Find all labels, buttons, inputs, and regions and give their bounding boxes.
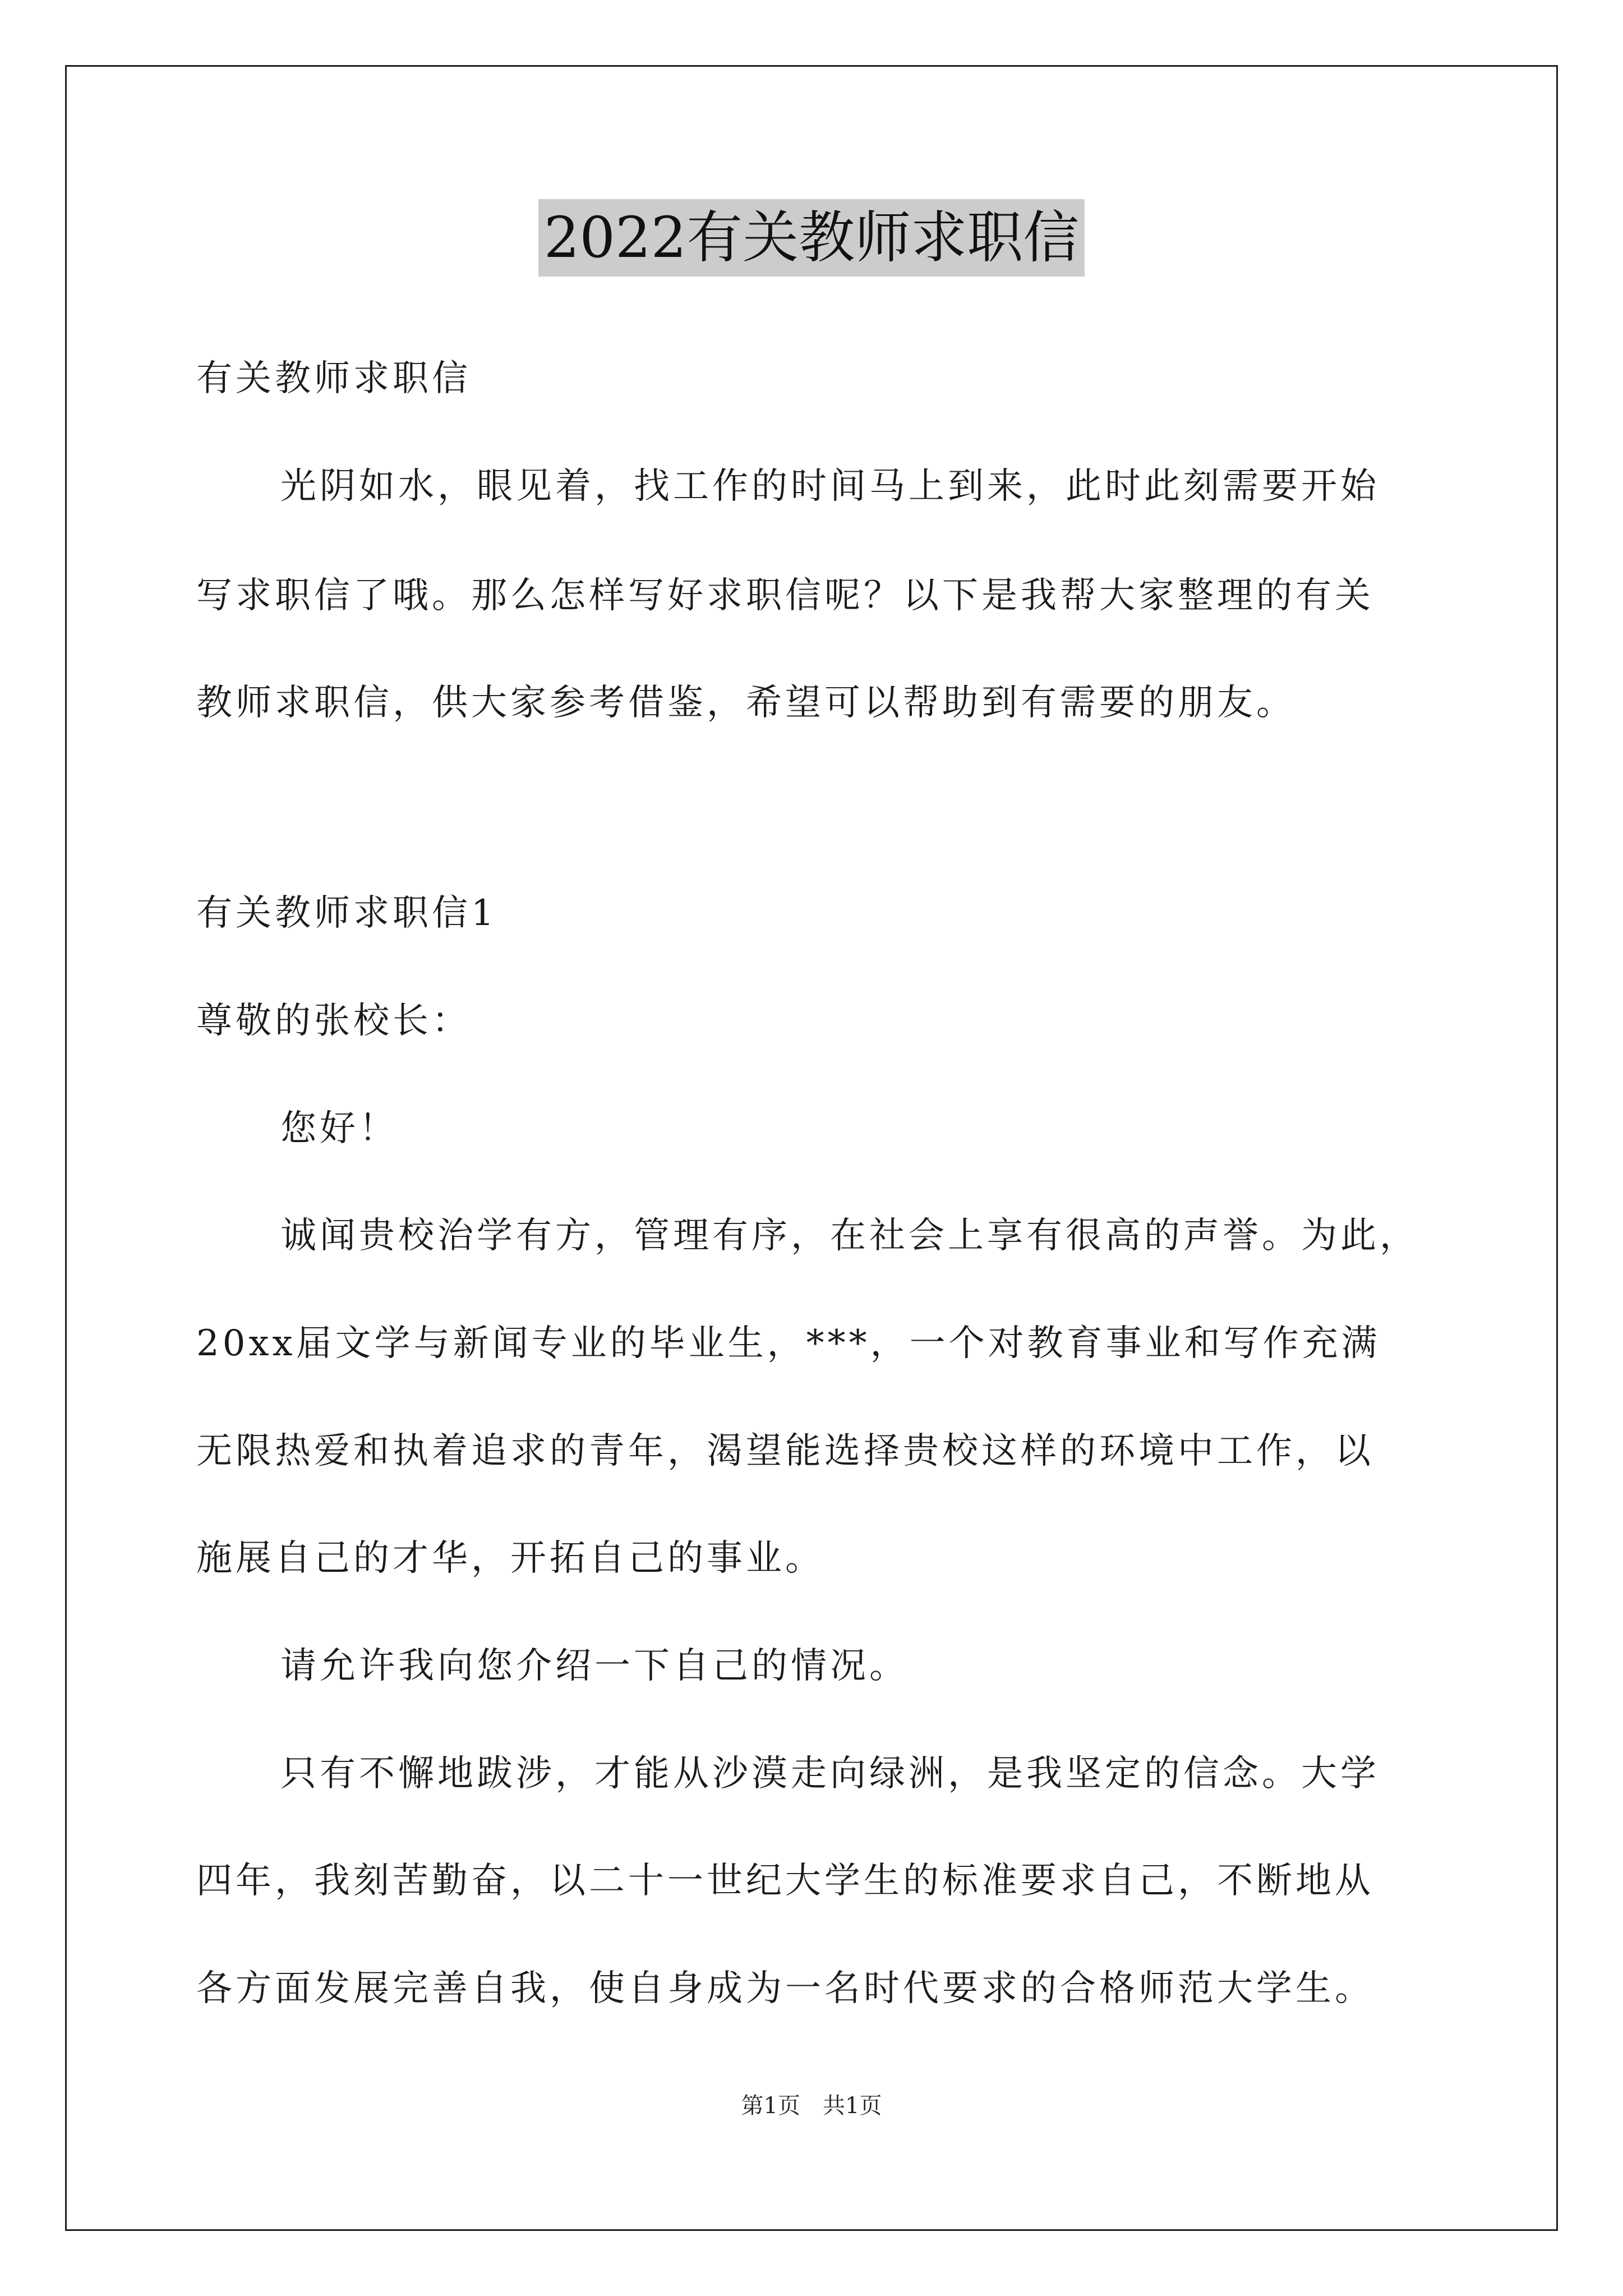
page-number: 第1页: [741, 2093, 800, 2119]
page-footer: [0, 2092, 1623, 2120]
body-line: 只有不懈地跋涉，才能从沙漠走向绿洲，是我坚定的信念。大学: [280, 1753, 1380, 1795]
greeting: 您好！: [280, 1108, 398, 1149]
body-line: 诚闻贵校治学有方，管理有序，在社会上享有很高的声誉。为此，: [280, 1215, 1419, 1257]
body-line: 请允许我向您介绍一下自己的情况。: [280, 1645, 909, 1687]
body-line: 四年，我刻苦勤奋，以二十一世纪大学生的标准要求自己，不断地从: [196, 1860, 1374, 1902]
salutation: 尊敬的张校长：: [196, 1000, 471, 1042]
intro-line: 写求职信了哦。那么怎样写好求职信呢？以下是我帮大家整理的有关: [196, 575, 1374, 616]
body-line: 无限热爱和执着追求的青年，渴望能选择贵校这样的环境中工作，以: [196, 1430, 1374, 1472]
section-heading: 有关教师求职信1: [196, 892, 497, 934]
body-line: 各方面发展完善自我，使自身成为一名时代要求的合格师范大学生。: [196, 1968, 1374, 2009]
doc-subtitle: 有关教师求职信: [196, 358, 471, 399]
body-line: 20xx届文学与新闻专业的毕业生，***，一个对教育事业和写作充满: [196, 1323, 1381, 1364]
title-container: [0, 199, 1623, 277]
body-line: 施展自己的才华，开拓自己的事业。: [196, 1538, 824, 1579]
document-title: 2022有关教师求职信: [538, 199, 1085, 277]
intro-line: 光阴如水，眼见着，找工作的时间马上到来，此时此刻需要开始: [280, 466, 1380, 507]
page-total: 共1页: [823, 2093, 882, 2119]
intro-line: 教师求职信，供大家参考借鉴，希望可以帮助到有需要的朋友。: [196, 682, 1295, 724]
